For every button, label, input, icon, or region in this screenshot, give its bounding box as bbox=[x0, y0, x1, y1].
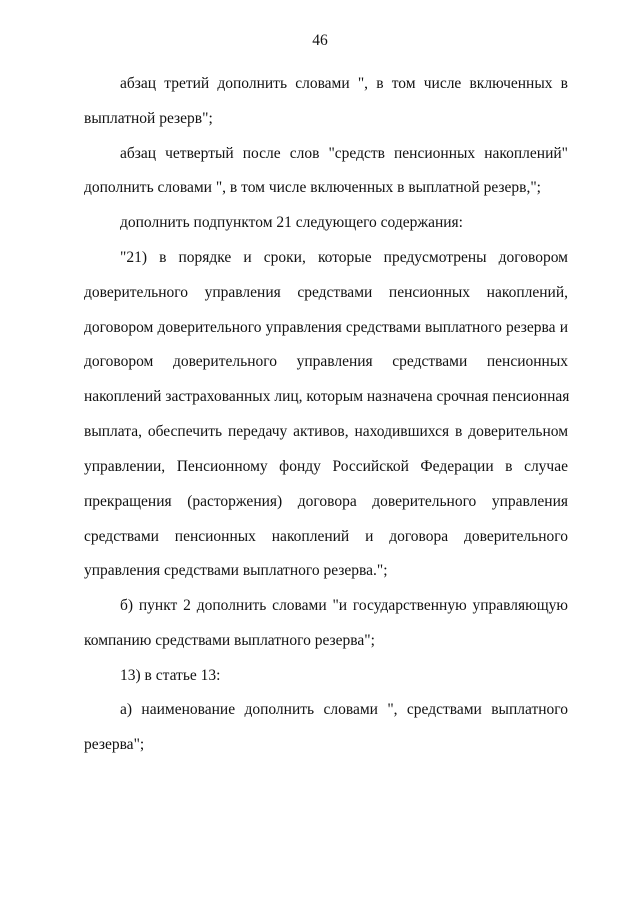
text-line: накоплений застрахованных лиц, которым назначена срочная пенсионная bbox=[84, 388, 570, 405]
text-line: договором доверительного управления средствами пенсионных bbox=[84, 353, 568, 370]
text-line: доверительного управления средствами пенсионных накоплений, bbox=[84, 284, 568, 301]
text-line: а) наименование дополнить словами ", средствами выплатного bbox=[120, 701, 568, 718]
text-line: компанию средствами выплатного резерва"; bbox=[84, 632, 375, 649]
text-line: выплатной резерв"; bbox=[84, 110, 213, 127]
text-line: резерва"; bbox=[84, 736, 145, 753]
text-line: выплата, обеспечить передачу активов, находившихся в доверительном bbox=[84, 423, 568, 440]
text-line: дополнить подпунктом 21 следующего содержания: bbox=[120, 214, 463, 231]
text-line: средствами пенсионных накоплений и договора доверительного bbox=[84, 528, 568, 545]
text-line: б) пункт 2 дополнить словами "и государственную управляющую bbox=[120, 597, 568, 614]
text-line: прекращения (расторжения) договора доверительного управления bbox=[84, 493, 568, 510]
text-line: "21) в порядке и сроки, которые предусмотрены договором bbox=[120, 249, 568, 266]
text-line: договором доверительного управления средствами выплатного резерва и bbox=[84, 319, 568, 336]
text-line: абзац третий дополнить словами ", в том числе включенных в bbox=[120, 75, 568, 92]
page-number: 46 bbox=[312, 32, 328, 49]
text-line: управления средствами выплатного резерва."; bbox=[84, 562, 388, 579]
text-line: дополнить словами ", в том числе включенных в выплатной резерв,"; bbox=[84, 179, 541, 196]
text-line: управлении, Пенсионному фонду Российской Федерации в случае bbox=[84, 458, 568, 475]
text-line: 13) в статье 13: bbox=[120, 667, 221, 684]
text-line: абзац четвертый после слов "средств пенсионных накоплений" bbox=[120, 145, 568, 162]
